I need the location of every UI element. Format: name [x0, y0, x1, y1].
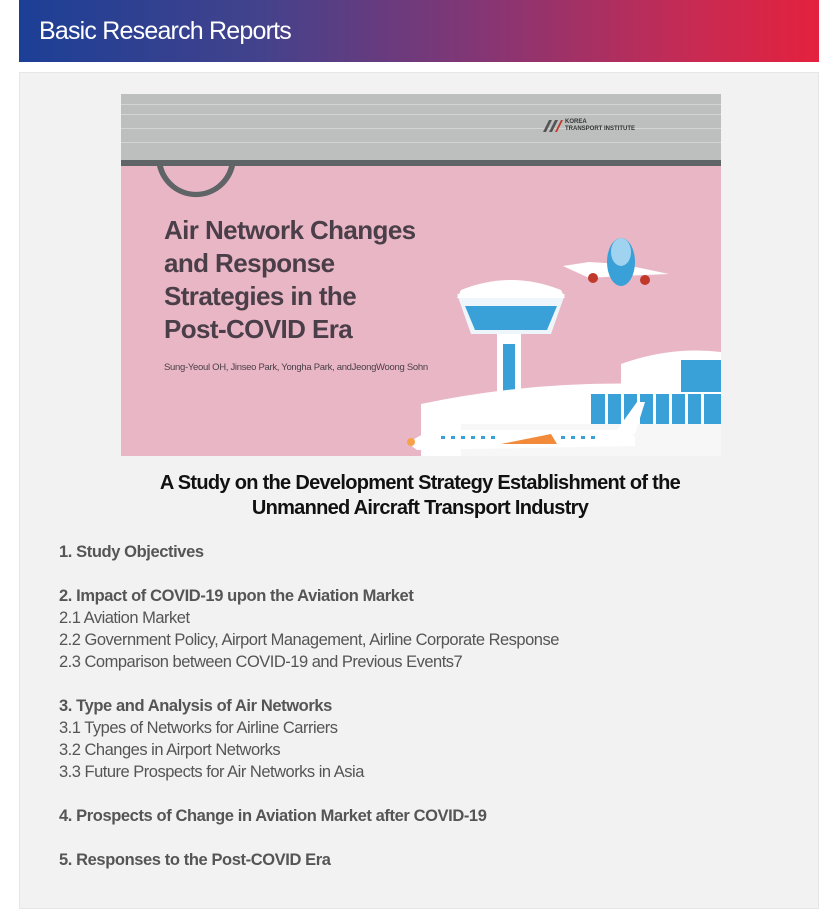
- toc-item: 2.3 Comparison between COVID-19 and Previous Events7: [59, 653, 463, 671]
- korea-transport-institute-logo: [541, 118, 661, 136]
- toc-heading: 3. Type and Analysis of Air Networks: [59, 697, 332, 715]
- logo-line-2: TRANSPORT INSTITUTE: [565, 126, 635, 132]
- cover-authors: Sung-Yeoul OH, Jinseo Park, Yongha Park, andJeongWoong Sohn: [164, 362, 428, 373]
- table-of-contents: [59, 541, 779, 893]
- cover-title-line: and Response: [164, 248, 335, 278]
- toc-section: [59, 585, 779, 673]
- cover-title-line: Post-COVID Era: [164, 314, 353, 344]
- report-title-line-1: A Study on the Development Strategy Establishment of the: [159, 472, 681, 494]
- report-title-line-2: Unmanned Aircraft Transport Industry: [251, 497, 589, 519]
- toc-heading: 5. Responses to the Post-COVID Era: [59, 851, 331, 869]
- cover-title-line: Air Network Changes: [164, 215, 416, 245]
- toc-item: 3.2 Changes in Airport Networks: [59, 741, 281, 759]
- page-title: Basic Research Reports: [39, 16, 291, 45]
- toc-section: [59, 849, 779, 871]
- toc-section: [59, 695, 779, 783]
- cover-title: [164, 214, 464, 346]
- cover-title-line: Strategies in the: [164, 281, 357, 311]
- toc-item: 3.3 Future Prospects for Air Networks in Asia: [59, 763, 364, 781]
- toc-heading: 2. Impact of COVID-19 upon the Aviation Market: [59, 587, 414, 605]
- toc-item: 3.1 Types of Networks for Airline Carriers: [59, 719, 338, 737]
- toc-item: 2.2 Government Policy, Airport Management, Airline Corporate Response: [59, 631, 559, 649]
- page-header: [19, 0, 819, 62]
- report-title: [20, 471, 820, 521]
- report-panel: [19, 72, 819, 909]
- toc-section: [59, 805, 779, 827]
- toc-section: [59, 541, 779, 563]
- logo-line-1: KOREA: [565, 119, 587, 125]
- toc-item: 2.1 Aviation Market: [59, 609, 190, 627]
- report-cover-image: [121, 94, 721, 456]
- toc-heading: 1. Study Objectives: [59, 543, 204, 561]
- toc-heading: 4. Prospects of Change in Aviation Market after COVID-19: [59, 807, 487, 825]
